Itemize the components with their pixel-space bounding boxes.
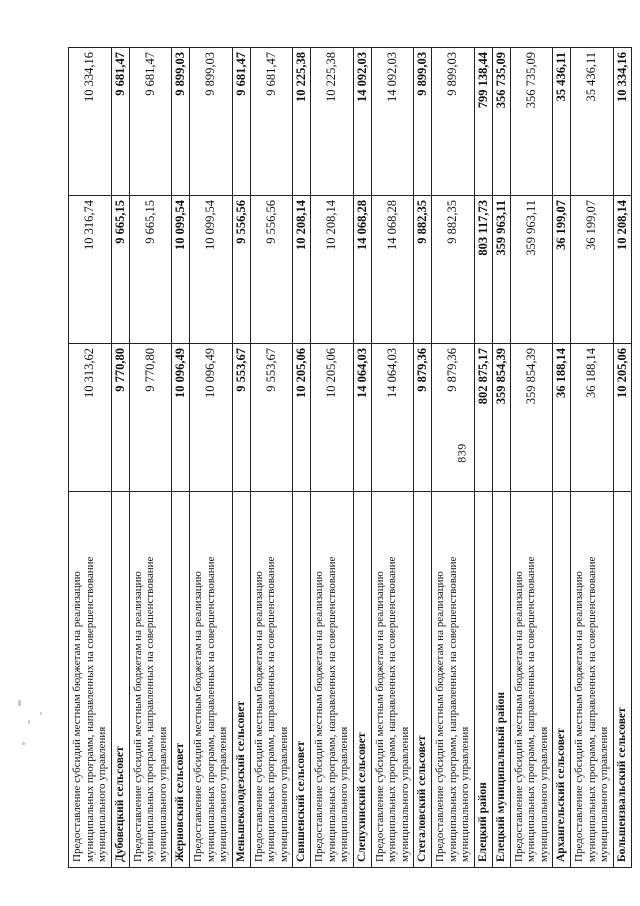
row-value-1-cell: 9 553,67 — [232, 344, 250, 492]
row-name-cell: Большеизвальский сельсовет — [613, 492, 631, 868]
table-row — [311, 48, 354, 868]
row-value-2-cell: 9 882,35 — [414, 196, 432, 344]
row-value-1-cell: 10 096,49 — [172, 344, 190, 492]
row-value-1-cell: 9 879,36 — [414, 344, 432, 492]
row-value-2-cell: 9 882,35 — [432, 196, 475, 344]
row-value-1-cell: 10 205,06 — [613, 344, 631, 492]
row-value-2-cell: 9 556,56 — [232, 196, 250, 344]
table-row — [371, 48, 414, 868]
row-value-3-cell: 9 681,47 — [250, 48, 293, 196]
row-value-1-cell: 36 188,14 — [571, 344, 614, 492]
row-value-1-cell: 14 064,03 — [371, 344, 414, 492]
rotated-table-container — [68, 48, 629, 868]
row-value-3-cell: 10 225,38 — [311, 48, 354, 196]
row-value-2-cell: 803 117,73 — [474, 196, 492, 344]
row-value-1-cell: 10 205,06 — [311, 344, 354, 492]
row-value-3-cell: 14 092,03 — [371, 48, 414, 196]
row-name-cell: Свишенский сельсовет — [293, 492, 311, 868]
row-value-2-cell: 36 199,07 — [553, 196, 571, 344]
table-row — [432, 48, 475, 868]
row-value-2-cell: 10 208,14 — [311, 196, 354, 344]
row-value-2-cell: 359 963,11 — [510, 196, 553, 344]
table-row — [111, 48, 129, 868]
row-value-3-cell: 10 334,16 — [69, 48, 112, 196]
row-value-3-cell: 356 735,09 — [492, 48, 510, 196]
scan-speck — [40, 712, 42, 715]
table-row — [510, 48, 553, 868]
row-value-2-cell: 10 316,74 — [69, 196, 112, 344]
row-value-3-cell: 9 899,03 — [190, 48, 233, 196]
row-name-cell: Предоставление субсидий местным бюджетам на реализацию муниципальных программ, направленных на совершенствование муниципального управления — [571, 492, 614, 868]
row-value-2-cell: 14 068,28 — [371, 196, 414, 344]
row-value-3-cell: 356 735,09 — [510, 48, 553, 196]
table-row — [353, 48, 371, 868]
row-value-1-cell: 9 770,80 — [129, 344, 172, 492]
row-name-cell: Предоставление субсидий местным бюджетам на реализацию муниципальных программ, направленных на совершенствование муниципального управления — [311, 492, 354, 868]
row-value-1-cell: 9 770,80 — [111, 344, 129, 492]
row-value-1-cell: 359 854,39 — [492, 344, 510, 492]
table-row — [414, 48, 432, 868]
row-value-1-cell: 359 854,39 — [510, 344, 553, 492]
scan-speck — [22, 742, 25, 745]
row-value-3-cell: 35 436,11 — [571, 48, 614, 196]
table-row — [293, 48, 311, 868]
table-row — [492, 48, 510, 868]
row-value-2-cell: 10 208,14 — [293, 196, 311, 344]
row-value-2-cell: 359 963,11 — [492, 196, 510, 344]
table-row — [232, 48, 250, 868]
row-value-2-cell: 9 556,56 — [250, 196, 293, 344]
row-value-3-cell: 9 899,03 — [432, 48, 475, 196]
row-value-3-cell: 14 092,03 — [353, 48, 371, 196]
row-value-1-cell: 9 553,67 — [250, 344, 293, 492]
scan-speck — [18, 700, 21, 706]
table-row — [571, 48, 614, 868]
row-value-1-cell: 802 875,17 — [474, 344, 492, 492]
row-name-cell: Жерновский сельсовет — [172, 492, 190, 868]
row-name-cell: Архангельский сельсовет — [553, 492, 571, 868]
row-value-2-cell: 36 199,07 — [571, 196, 614, 344]
table-row — [172, 48, 190, 868]
row-value-2-cell: 10 099,54 — [172, 196, 190, 344]
row-name-cell: Предоставление субсидий местным бюджетам на реализацию муниципальных программ, направленных на совершенствование муниципального управления — [129, 492, 172, 868]
row-name-cell: Предоставление субсидий местным бюджетам на реализацию муниципальных программ, направленных на совершенствование муниципального управления — [190, 492, 233, 868]
row-value-2-cell: 14 068,28 — [353, 196, 371, 344]
row-value-3-cell: 9 681,47 — [111, 48, 129, 196]
table-row — [250, 48, 293, 868]
row-value-2-cell: 10 208,14 — [613, 196, 631, 344]
budget-table — [68, 47, 632, 868]
row-name-cell: Предоставление субсидий местным бюджетам на реализацию муниципальных программ, направленных на совершенствование муниципального управления — [432, 492, 475, 868]
row-value-1-cell: 14 064,03 — [353, 344, 371, 492]
row-name-cell: Предоставление субсидий местным бюджетам на реализацию муниципальных программ, направленных на совершенствование муниципального управления — [250, 492, 293, 868]
row-value-3-cell: 10 334,16 — [613, 48, 631, 196]
page-number: 839 — [454, 443, 469, 463]
row-name-cell: Предоставление субсидий местным бюджетам на реализацию муниципальных программ, направленных на совершенствование муниципального управления — [69, 492, 112, 868]
row-name-cell: Дубовецкий сельсовет — [111, 492, 129, 868]
table-row — [613, 48, 631, 868]
row-value-2-cell: 9 665,15 — [111, 196, 129, 344]
row-value-3-cell: 35 436,11 — [553, 48, 571, 196]
row-value-1-cell: 9 879,36 — [432, 344, 475, 492]
table-row — [553, 48, 571, 868]
table-row — [129, 48, 172, 868]
row-name-cell: Елецкий муниципальный район — [492, 492, 510, 868]
row-value-2-cell: 9 665,15 — [129, 196, 172, 344]
row-value-3-cell: 9 899,03 — [172, 48, 190, 196]
row-value-3-cell: 10 225,38 — [293, 48, 311, 196]
table-body — [69, 48, 632, 868]
row-value-3-cell: 9 681,47 — [232, 48, 250, 196]
row-name-cell: Предоставление субсидий местным бюджетам на реализацию муниципальных программ, направленных на совершенствование муниципального управления — [510, 492, 553, 868]
table-row — [190, 48, 233, 868]
row-value-2-cell: 10 099,54 — [190, 196, 233, 344]
row-value-1-cell: 10 205,06 — [293, 344, 311, 492]
row-name-cell: Меньшеколодезский сельсовет — [232, 492, 250, 868]
row-name-cell: Елецкий район — [474, 492, 492, 868]
table-row — [474, 48, 492, 868]
row-value-3-cell: 799 138,44 — [474, 48, 492, 196]
row-value-1-cell: 36 188,14 — [553, 344, 571, 492]
row-value-1-cell: 10 313,62 — [69, 344, 112, 492]
row-value-1-cell: 10 096,49 — [190, 344, 233, 492]
row-name-cell: Предоставление субсидий местным бюджетам на реализацию муниципальных программ, направленных на совершенствование муниципального управления — [371, 492, 414, 868]
scan-speck — [28, 720, 30, 724]
row-name-cell: Слепухинский сельсовет — [353, 492, 371, 868]
table-row — [69, 48, 112, 868]
row-value-3-cell: 9 899,03 — [414, 48, 432, 196]
row-name-cell: Стегаловский сельсовет — [414, 492, 432, 868]
row-value-3-cell: 9 681,47 — [129, 48, 172, 196]
